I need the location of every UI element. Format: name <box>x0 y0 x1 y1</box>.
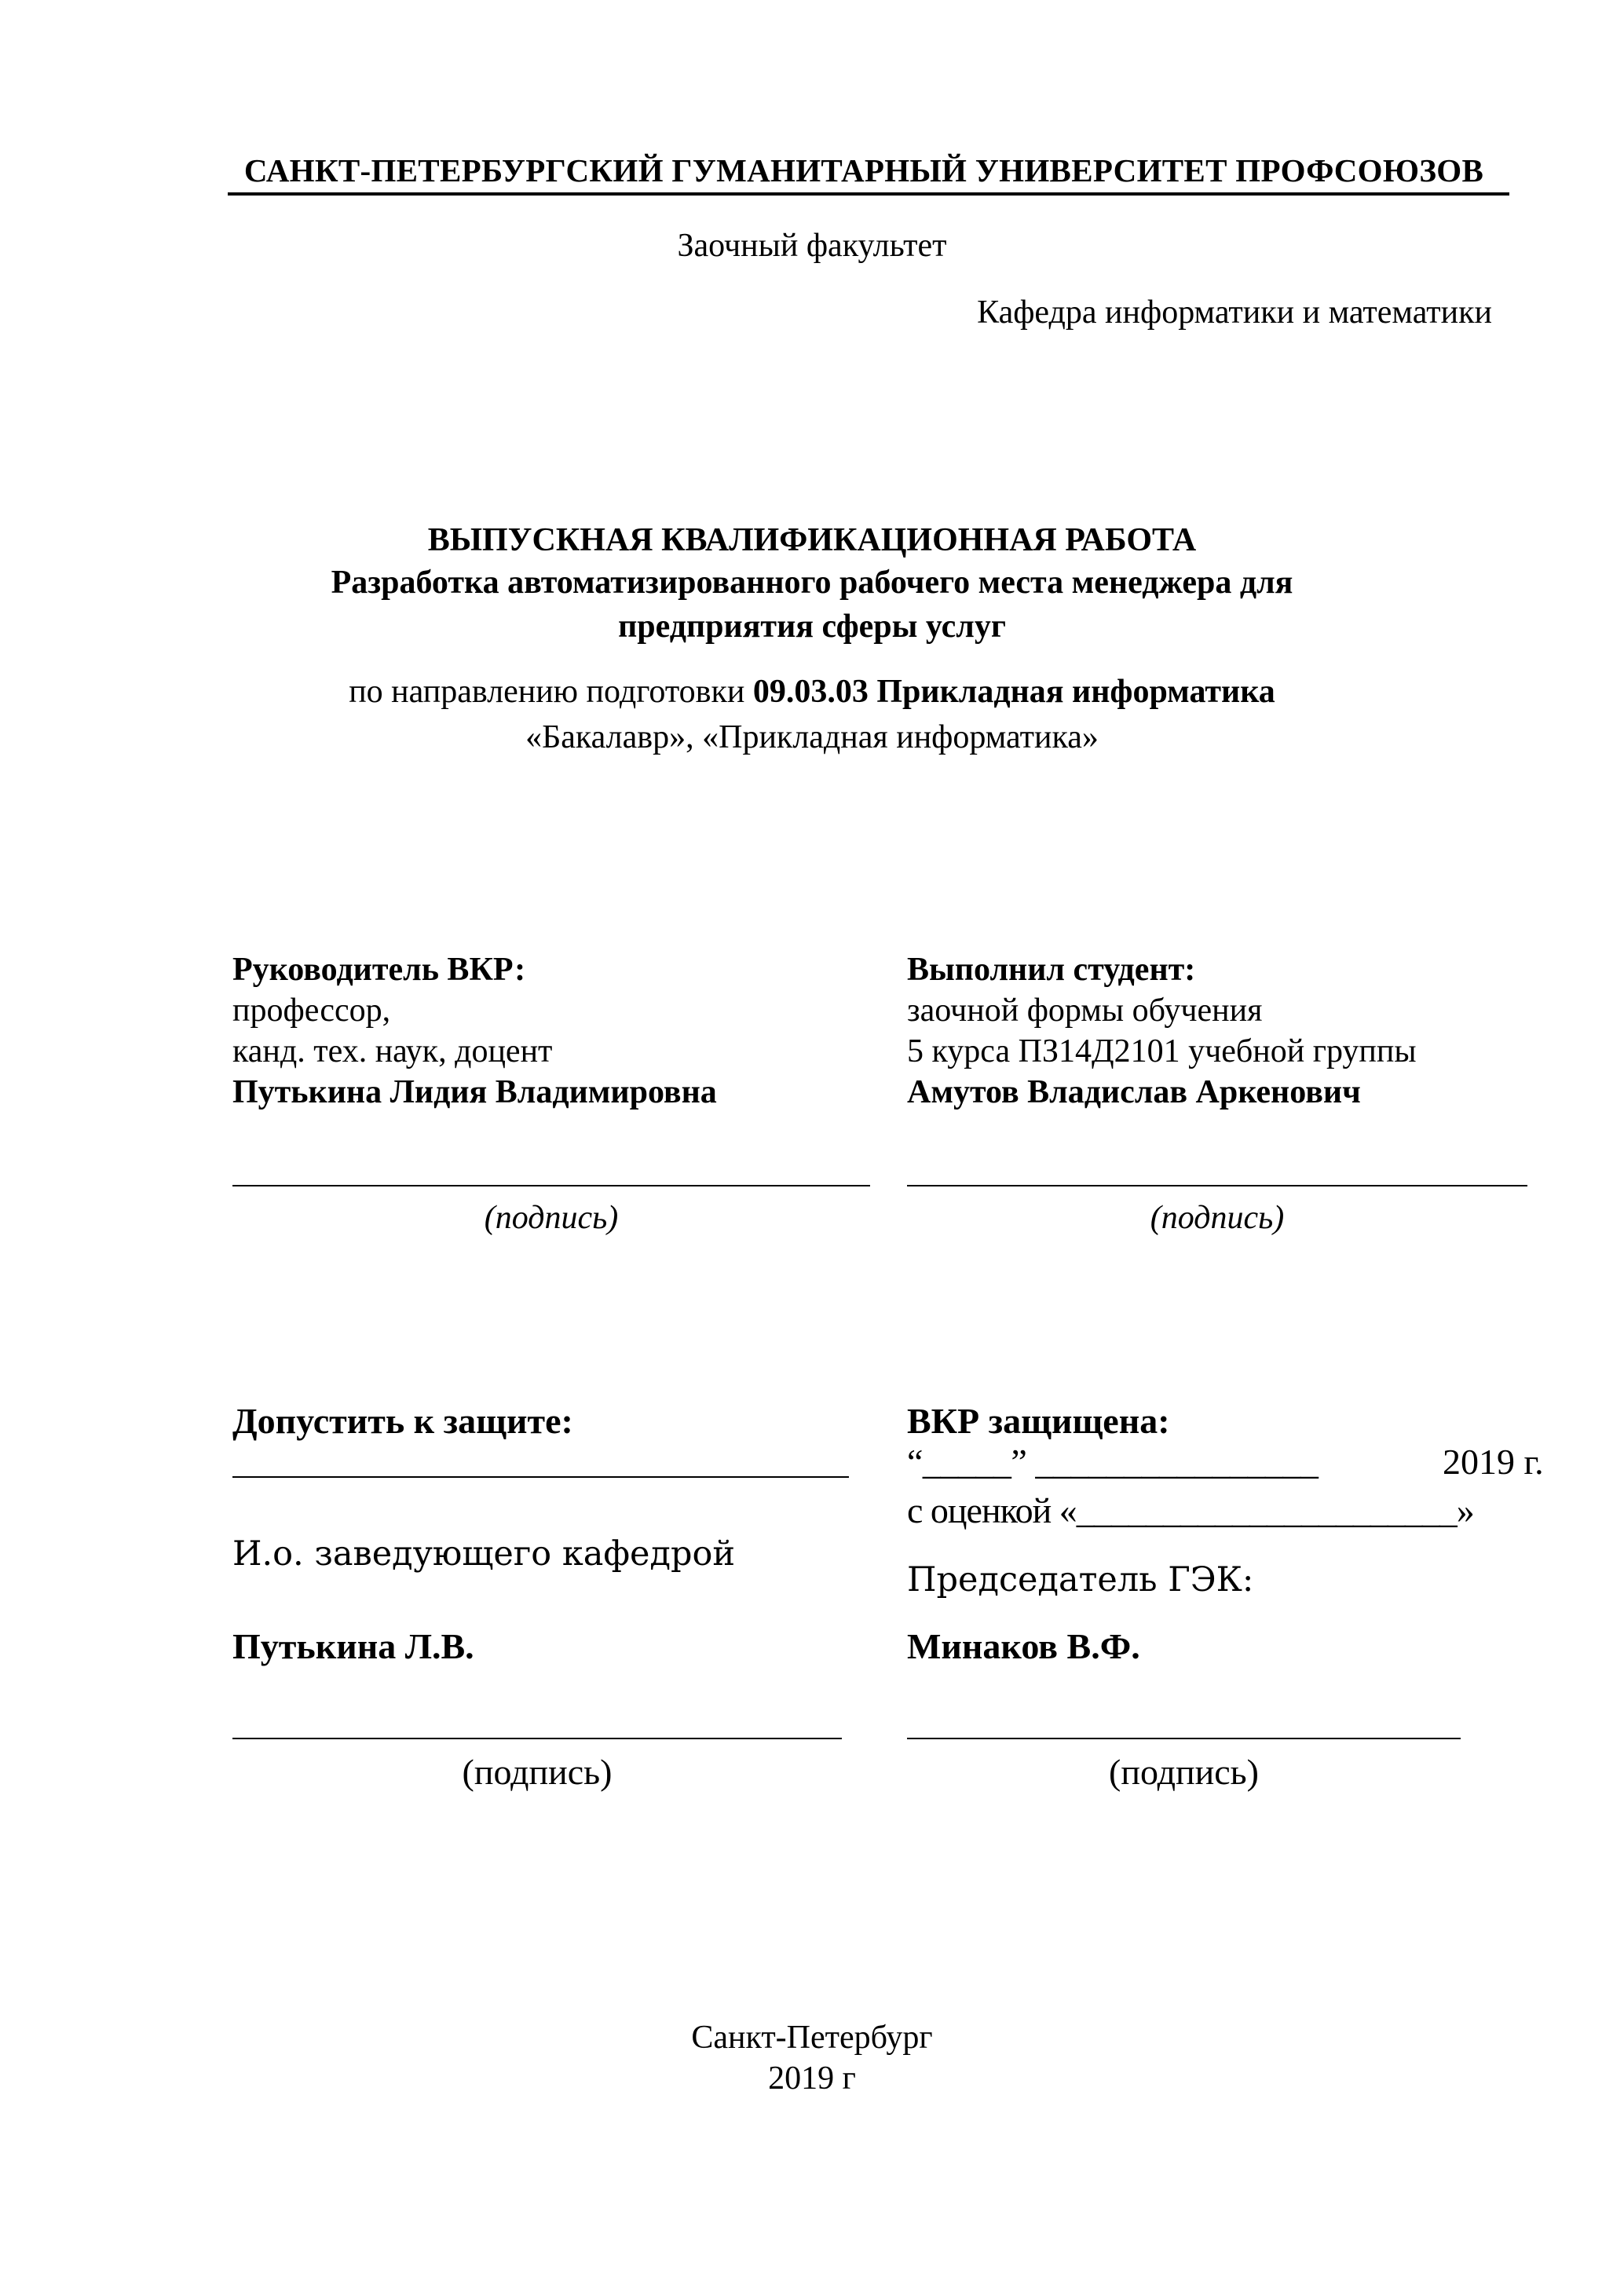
supervisor-name: Путькина Лидия Владимировна <box>232 1074 717 1110</box>
acting-head-name: Путькина Л.В. <box>232 1626 474 1666</box>
study-direction <box>0 672 1624 711</box>
study-direction-prefix: по направлению подготовки <box>349 674 753 710</box>
gek-chair-signature-line <box>907 1738 1461 1739</box>
footer-year: 2019 г <box>768 2060 856 2097</box>
student-name: Амутов Владислав Аркенович <box>907 1074 1361 1110</box>
work-type-title: ВЫПУСКНАЯ КВАЛИФИКАЦИОННАЯ РАБОТА <box>427 522 1197 558</box>
student-heading: Выполнил студент: <box>907 952 1196 988</box>
gek-chair-signature-caption: (подпись) <box>1109 1752 1259 1792</box>
student-signature-line <box>907 1185 1527 1186</box>
acting-head-signature-caption: (подпись) <box>462 1752 613 1792</box>
department-name: Кафедра информатики и математики <box>977 294 1492 331</box>
admission-heading: Допустить к защите: <box>232 1401 573 1441</box>
supervisor-heading: Руководитель ВКР: <box>232 952 526 988</box>
supervisor-signature-caption: (подпись) <box>484 1200 619 1236</box>
student-signature-caption: (подпись) <box>1150 1200 1285 1236</box>
work-topic-line-1: Разработка автоматизированного рабочего места менеджера для <box>331 565 1293 601</box>
supervisor-signature-line <box>232 1185 870 1186</box>
defense-heading: ВКР защищена: <box>907 1401 1170 1441</box>
student-course-group: 5 курса ПЗ14Д2101 учебной группы <box>907 1033 1417 1069</box>
defense-grade-line: с оценкой «______________________» <box>907 1490 1474 1530</box>
qualification: «Бакалавр», «Прикладная информатика» <box>525 719 1099 755</box>
defense-date-line: “_____” ________________ <box>907 1442 1319 1482</box>
faculty-name: Заочный факультет <box>677 228 947 264</box>
admission-blank-line <box>232 1476 849 1478</box>
university-name: САНКТ-ПЕТЕРБУРГСКИЙ ГУМАНИТАРНЫЙ УНИВЕРСИТЕТ ПРОФСОЮЗОВ <box>243 152 1484 188</box>
study-direction-code: 09.03.03 Прикладная информатика <box>752 674 1275 710</box>
gek-chair-label: Председатель ГЭК: <box>907 1560 1254 1600</box>
work-topic-line-2: предприятия сферы услуг <box>618 609 1006 645</box>
supervisor-position: профессор, <box>232 993 391 1029</box>
student-study-form: заочной формы обучения <box>907 993 1263 1029</box>
defense-year: 2019 г. <box>1443 1442 1544 1482</box>
supervisor-degree: канд. тех. наук, доцент <box>232 1033 553 1069</box>
acting-head-signature-line <box>232 1738 842 1739</box>
gek-chair-name: Минаков В.Ф. <box>907 1626 1140 1666</box>
header-rule <box>228 192 1509 196</box>
footer-city: Санкт-Петербург <box>691 2020 933 2056</box>
acting-head-label: И.о. заведующего кафедрой <box>232 1534 736 1574</box>
